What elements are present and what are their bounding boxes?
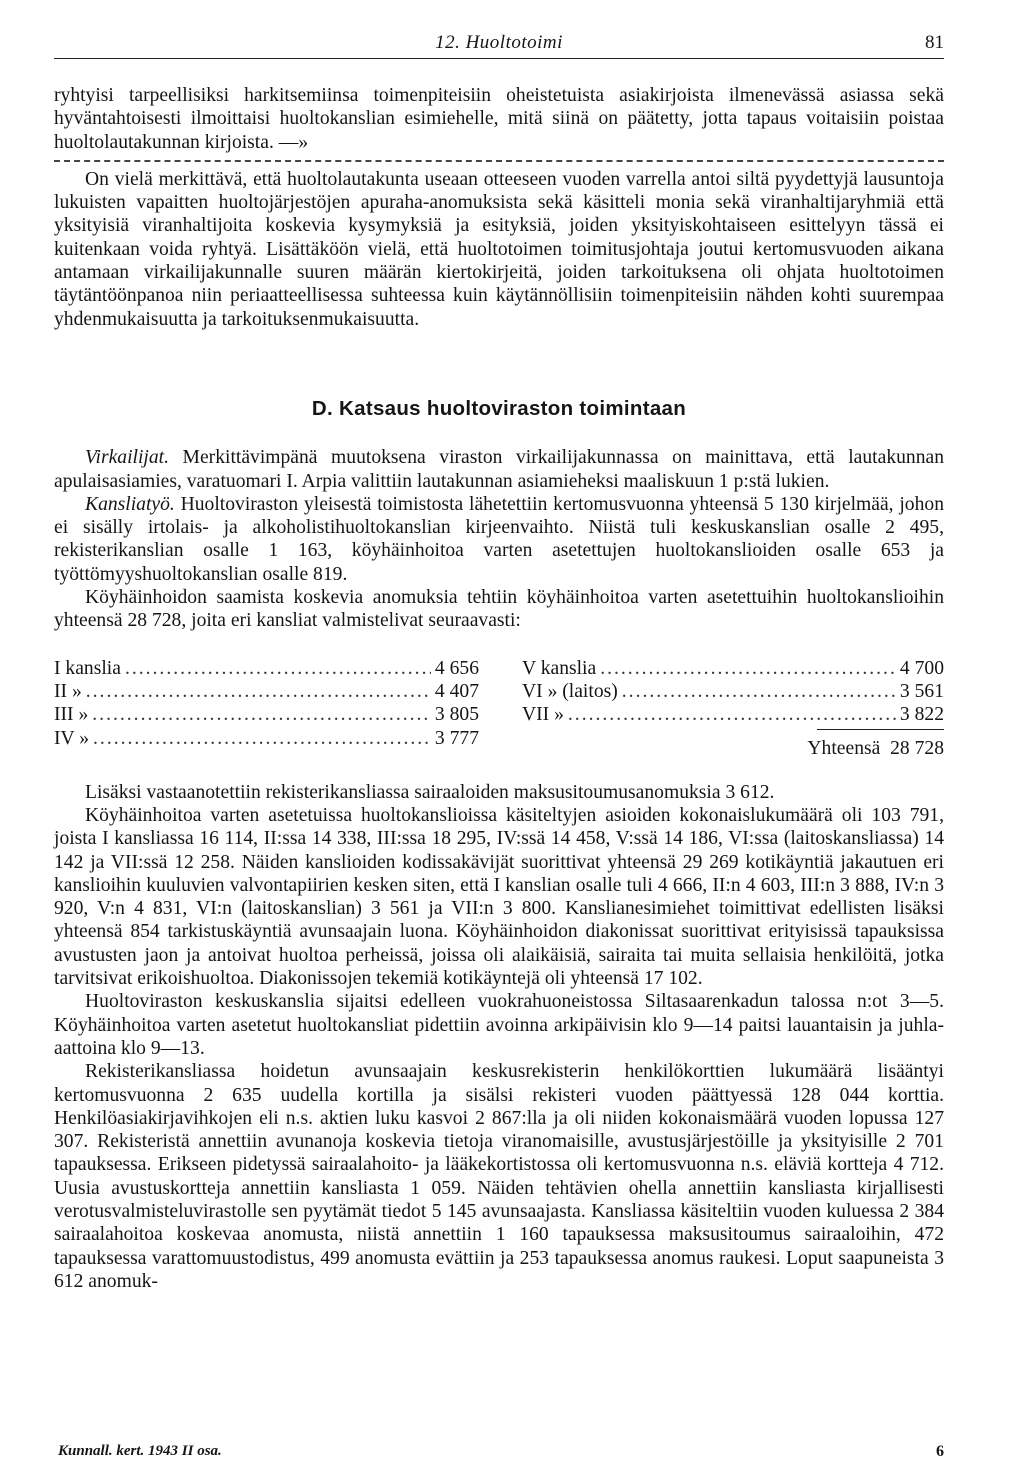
leader-dots [622,680,896,703]
section-heading: D. Katsaus huoltoviraston toimintaan [311,396,687,420]
total-rule [817,729,944,730]
row-label: I kanslia [54,657,121,679]
leader-dots [92,703,431,726]
row-label: II » [54,680,82,702]
page-number: 81 [925,32,944,53]
paragraph-text: Merkittävimpänä muutoksena viraston virkailijakunnassa on mainittava, että lautakunnan apulaisasiamies, varatuomari I. Arpia valittiin lautakunnan asiamieheksi maaliskuun 1 p:stä lukien. [54,447,944,492]
paragraph: ryhtyisi tarpeellisiksi harkitsemiinsa toimenpiteisiin oheistetuista asiakirjoista ilmenevässä asiassa sekä hyväntahtoisesti ilmoittaisi huoltokanslian esimiehelle, mitä siinä on päätetty, jotta tapaus voitaisiin poistaa huoltolautakunnan kirjoista. —» [54,85,944,153]
row-label: IV » [54,727,90,749]
row-label: VII » [522,704,564,726]
table-row [54,727,479,750]
paragraph: Lisäksi vastaanotettiin rekisterikansliassa sairaaloiden maksusitoumusanomuksia 3 612. [85,781,775,803]
source-note: Kunnall. kert. 1943 II osa. [58,1443,222,1459]
row-label: VI » (laitos) [522,680,618,702]
table-row [54,680,479,703]
table-row [54,657,479,680]
paragraph: On vielä merkittävä, että huoltolautakunta useaan otteeseen vuoden varrella antoi siltä pyydettyjä lausuntoja lukuisten vapaitten huoltojärjestöjen apuraha-anomuksista sekä käsitteli monia sekä viranhaltijaryhmiä että yksityisiä viranhaltijoita koskevia kysymyksiä ja esityksiä, joiden yksityiskohtaiseen esittelyyn tässä ei kuitenkaan voida ryhtyä. Lisättäköön vielä, että huoltotoimen toimitusjohtaja joutui kertomusvuoden aikana antamaan virkailijakunnalle suuren määrän kiertokirjeitä, joiden tarkoituksena oli ohjata huoltotoimen täytäntöönpanoa niin periaatteellisessa suhteessa kuin käytännöllisiin toimenpiteisiin nähden kohti suurempaa yhdenmukaisuutta ja tarkoituksenmukaisuutta. [54,168,944,330]
document-body [54,84,944,1293]
row-value: 3 561 [899,680,944,702]
row-value: 4 700 [899,657,944,679]
table-row [522,703,944,726]
row-label: III » [54,704,89,726]
page-footer [58,1443,944,1467]
row-value: 3 777 [434,727,479,749]
row-label: V kanslia [522,657,597,679]
paragraph-lead: Kansliatyö. [85,493,175,515]
paragraph [54,586,944,633]
leader-dots [93,727,431,750]
page-header [54,28,944,59]
row-value: 4 656 [434,657,479,679]
paragraph: Rekisterikansliassa hoidetun avunsaajain keskusrekisterin henkilökorttien lukumäärä lisääntyi kertomusvuonna 2 635 uudella kortilla ja sisälsi rekisteri vuoden päättyessä 128 044 korttia. Henkilöasiakirjavihkojen eli n.s. aktien luku kasvoi 2 867:lla ja oli niiden kokonaismäärä vuoden lopussa 127 307. Rekisteristä annettiin avunanoja koskevia tietoja viranomaisille, avustusjärjestöille ja yksityisille 2 701 tapauksessa. Erikseen pidetyssä sairaalahoito- ja lääkekortistossa oli kertomusvuonna n.s. eläviä kortteja 4 712. Uusia avustuskortteja annettiin kansliasta 1 059. Näiden tehtävien ohella annettiin kansliasta kirjallisesti verotusvalmisteluvirastolle sen pyytämät tiedot 5 145 avunsaajasta. Kansliassa käsiteltiin vuoden kuluessa 2 384 sairaalahoitoa koskevaa anomusta, niistä annettiin 1 160 tapauksessa maksusitoumus sairaaloihin, 472 tapauksessa varattomuustodistus, 499 anomusta evättiin ja 253 tapauksessa anomus raukesi. Loput saapuneista 3 612 anomuk- [54,1061,944,1292]
paragraph: Huoltoviraston keskuskanslia sijaitsi edelleen vuokrahuoneistossa Siltasaarenkadun talossa n:ot 3—5. Köyhäinhoitoa varten asetetut huoltokansliat pidettiin avoinna arkipäivisin klo 9—14 paitsi lauantaisin ja juhla-aattoina klo 9—13. [54,991,944,1059]
leader-dots [568,703,896,726]
total-label: Yhteensä [807,737,881,759]
kanslia-column-left [54,657,479,750]
total-row [807,737,944,760]
table-row [522,657,944,680]
chapter-title: 12. Huoltotoimi [435,32,563,53]
leader-dots [125,657,431,680]
paragraph [54,493,944,586]
paragraph [54,446,944,493]
table-row [54,703,479,726]
total-value: 28 728 [890,737,944,759]
signature-mark: 6 [936,1443,944,1460]
leader-dots [600,657,896,680]
paragraph-text: Köyhäinhoidon saamista koskevia anomuksia tehtiin köyhäinhoitoa varten asetettuihin huoltokanslioihin yhteensä 28 728, joita eri kansliat valmistelivat seuraavasti: [54,587,944,632]
kanslia-table [54,657,944,769]
dashed-separator [54,160,944,162]
row-value: 3 822 [899,704,944,726]
row-value: 3 805 [434,704,479,726]
paragraph: Köyhäinhoitoa varten asetetuissa huoltokanslioissa käsiteltyjen asioiden kokonaislukumäärä oli 103 791, joista I kansliassa 16 114, II:ssa 14 338, III:ssa 18 295, IV:ssä 14 458, V:ssä 14 186, VI:ssa (laitoskansliassa) 14 142 ja VII:ssä 12 258. Näiden kanslioiden kodissakävijät suorittivat yhteensä 29 269 kotikäyntiä jakautuen eri kanslioihin kuuluvien valvontapiirien kesken siten, että I kanslian osalle tuli 4 666, II:n 4 603, III:n 3 888, IV:n 3 920, V:n 4 831, VI:n (laitoskanslian) 3 561 ja VII:n 3 800. Kanslianesimiehet toimittivat edellisten lisäksi yhteensä 854 tarkistuskäyntiä avunsaajain luona. Köyhäinhoidon diakonissat suorittivat erityisissä tapauksissa avustusten jaon ja antoivat huoltoa perheissä, joissa oli alaikäisiä, sairaita tai muita sellaisia henkilöitä, jotka tarvitsivat erikoishuoltoa. Diakonissojen tekemiä kotikäyntejä oli yhteensä 17 102. [54,804,944,990]
table-row [522,680,944,703]
kanslia-column-right [522,657,944,759]
paragraph-lead: Virkailijat. [85,447,169,469]
row-value: 4 407 [434,680,479,702]
paragraph-text: Huoltoviraston yleisestä toimistosta lähetettiin kertomusvuonna yhteensä 5 130 kirjelmää, johon ei sisälly irtolais- ja alkoholistihuoltokanslian kirjeenvaihto. Niistä tuli keskuskanslian osalle 2 495, rekisterikanslian osalle 1 163, köyhäinhoitoa varten asetettujen huoltokanslioiden osalle 653 ja työttömyyshuoltokanslian osalle 819. [54,493,944,585]
leader-dots [86,680,431,703]
